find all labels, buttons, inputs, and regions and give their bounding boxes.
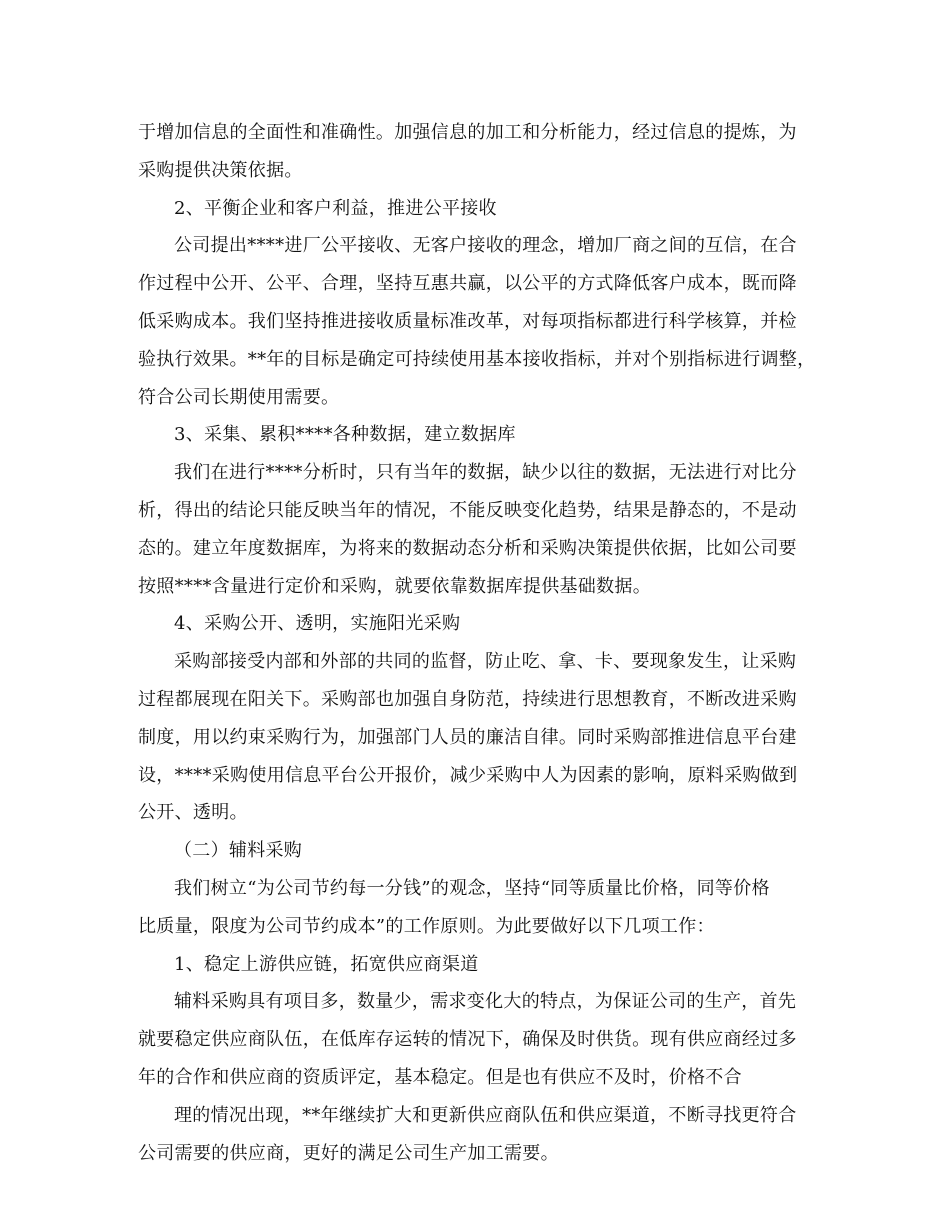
text-line: 公开、透明。 [138,802,248,824]
text-line: 辅料采购具有项目多，数量少，需求变化大的特点，为保证公司的生产，首先 [174,991,797,1013]
text-line: 公司提出****进厂公平接收、无客户接收的理念，增加厂商之间的互信，在合 [174,235,797,257]
text-line: 符合公司长期使用需要。 [138,386,340,408]
text-line: 作过程中公开、公平、合理，坚持互惠共赢，以公平的方式降低客户成本，既而降 [138,273,797,295]
text-line: （二）辅料采购 [174,840,303,862]
text-line: 1、稳定上游供应链，拓宽供应商渠道 [174,953,479,975]
text-line: 比质量，限度为公司节约成本”的工作原则。为此要做好以下几项工作： [138,915,715,937]
document-body [138,114,826,1172]
text-line: 4、采购公开、透明，实施阳光采购 [174,613,461,635]
text-line: 制度，用以约束采购行为，加强部门人员的廉洁自律。同时采购部推进信息平台建 [138,726,797,748]
text-line: 就要稳定供应商队伍，在低库存运转的情况下，确保及时供货。现有供应商经过多 [138,1029,797,1051]
text-line: 2、平衡企业和客户利益，推进公平接收 [174,197,497,219]
text-line: 我们树立“为公司节约每一分钱”的观念，坚持“同等质量比价格，同等价格 [174,877,770,899]
text-line: 采购部接受内部和外部的共同的监督，防止吃、拿、卡、要现象发生，让采购 [174,651,797,673]
text-line: 采购提供决策依据。 [138,159,303,181]
text-line: 低采购成本。我们坚持推进接收质量标准改革，对每项指标都进行科学核算，并检 [138,310,797,332]
text-line: 验执行效果。**年的目标是确定可持续使用基本接收指标，并对个别指标进行调整， [138,348,816,370]
text-line: 公司需要的供应商，更好的满足公司生产加工需要。 [138,1142,559,1164]
text-line: 析，得出的结论只能反映当年的情况，不能反映变化趋势，结果是静态的，不是动 [138,499,797,521]
text-line: 态的。建立年度数据库，为将来的数据动态分析和采购决策提供依据，比如公司要 [138,537,797,559]
text-line: 年的合作和供应商的资质评定，基本稳定。但是也有供应不及时，价格不合 [138,1066,742,1088]
text-line: 按照****含量进行定价和采购，就要依靠数据库提供基础数据。 [138,575,651,597]
text-line: 过程都展现在阳关下。采购部也加强自身防范，持续进行思想教育，不断改进采购 [138,688,797,710]
text-line: 于增加信息的全面性和准确性。加强信息的加工和分析能力，经过信息的提炼，为 [138,122,797,143]
text-line: 我们在进行****分析时，只有当年的数据，缺少以往的数据，无法进行对比分 [174,462,797,484]
text-line: 理的情况出现，**年继续扩大和更新供应商队伍和供应渠道，不断寻找更符合 [174,1104,797,1126]
text-line: 3、采集、累积****各种数据，建立数据库 [174,424,516,446]
text-line: 设，****采购使用信息平台公开报价，减少采购中人为因素的影响，原料采购做到 [138,764,798,786]
